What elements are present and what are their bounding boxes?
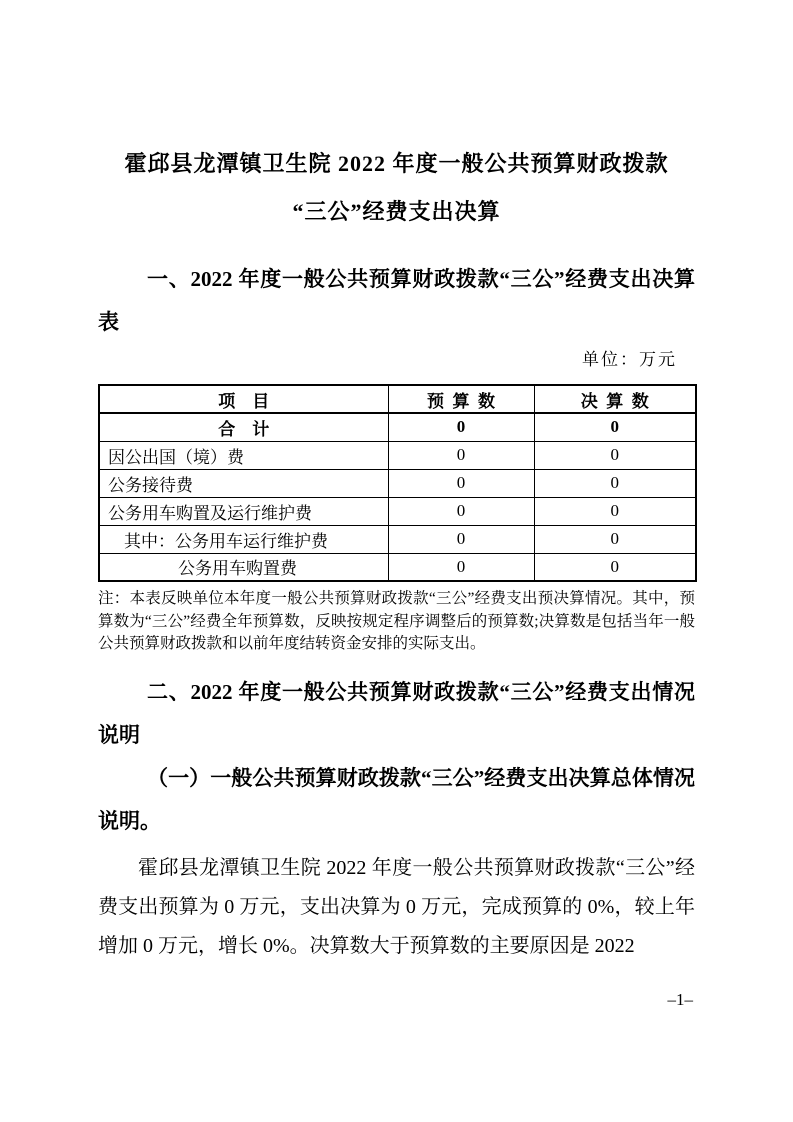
table-header-row: [99, 385, 696, 413]
document-title-line-1: 霍邱县龙潭镇卫生院 2022 年度一般公共预算财政拨款: [124, 151, 669, 176]
budget-cell: 0: [388, 413, 534, 441]
final-cell: 0: [534, 413, 696, 441]
table-row: [99, 553, 696, 581]
final-cell: 0: [534, 441, 696, 469]
body-paragraph: 霍邱县龙潭镇卫生院 2022 年度一般公共预算财政拨款“三公”经费支出预算为 0 万元，支出决算为 0 万元，完成预算的 0%，较上年增加 0 万元，增长 0%。决算数大于预算数的主要原因是 2022: [98, 857, 695, 957]
item-cell: 其中：公务用车运行维护费: [99, 525, 388, 553]
table-row: [99, 441, 696, 469]
document-title: [98, 140, 695, 236]
final-cell: 0: [534, 497, 696, 525]
page-number: –1–: [667, 990, 693, 1009]
item-cell: 公务用车购置费: [99, 553, 388, 581]
budget-cell: 0: [388, 553, 534, 581]
unit-label: 单位：万元: [582, 350, 677, 369]
final-cell: 0: [534, 525, 696, 553]
document-title-line-2: “三公”经费支出决算: [292, 199, 501, 224]
final-cell: 0: [534, 469, 696, 497]
expense-table: [98, 384, 697, 582]
table-row: [99, 497, 696, 525]
item-cell: 公务接待费: [99, 469, 388, 497]
final-cell: 0: [534, 553, 696, 581]
table-note: 注：本表反映单位本年度一般公共预算财政拨款“三公”经费支出预决算情况。其中，预算数为“三公”经费全年预算数，反映按规定程序调整后的预算数;决算数是包括当年一般公共预算财政拨款和以前年度结转资金安排的实际支出。: [98, 590, 695, 652]
budget-cell: 0: [388, 441, 534, 469]
item-cell: 合 计: [99, 413, 388, 441]
section1-heading: 一、2022 年度一般公共预算财政拨款“三公”经费支出决算表: [98, 267, 695, 334]
table-row: [99, 525, 696, 553]
subsection-heading: （一）一般公共预算财政拨款“三公”经费支出决算总体情况说明。: [98, 766, 695, 833]
budget-cell: 0: [388, 497, 534, 525]
item-cell: 公务用车购置及运行维护费: [99, 497, 388, 525]
column-header-budget: 预 算 数: [388, 385, 534, 413]
table-row: [99, 469, 696, 497]
section2-heading: 二、2022 年度一般公共预算财政拨款“三公”经费支出情况说明: [98, 680, 695, 747]
column-header-final: 决 算 数: [534, 385, 696, 413]
table-row-total: [99, 413, 696, 441]
column-header-item: 项 目: [99, 385, 388, 413]
item-cell: 因公出国（境）费: [99, 441, 388, 469]
budget-cell: 0: [388, 469, 534, 497]
budget-cell: 0: [388, 525, 534, 553]
